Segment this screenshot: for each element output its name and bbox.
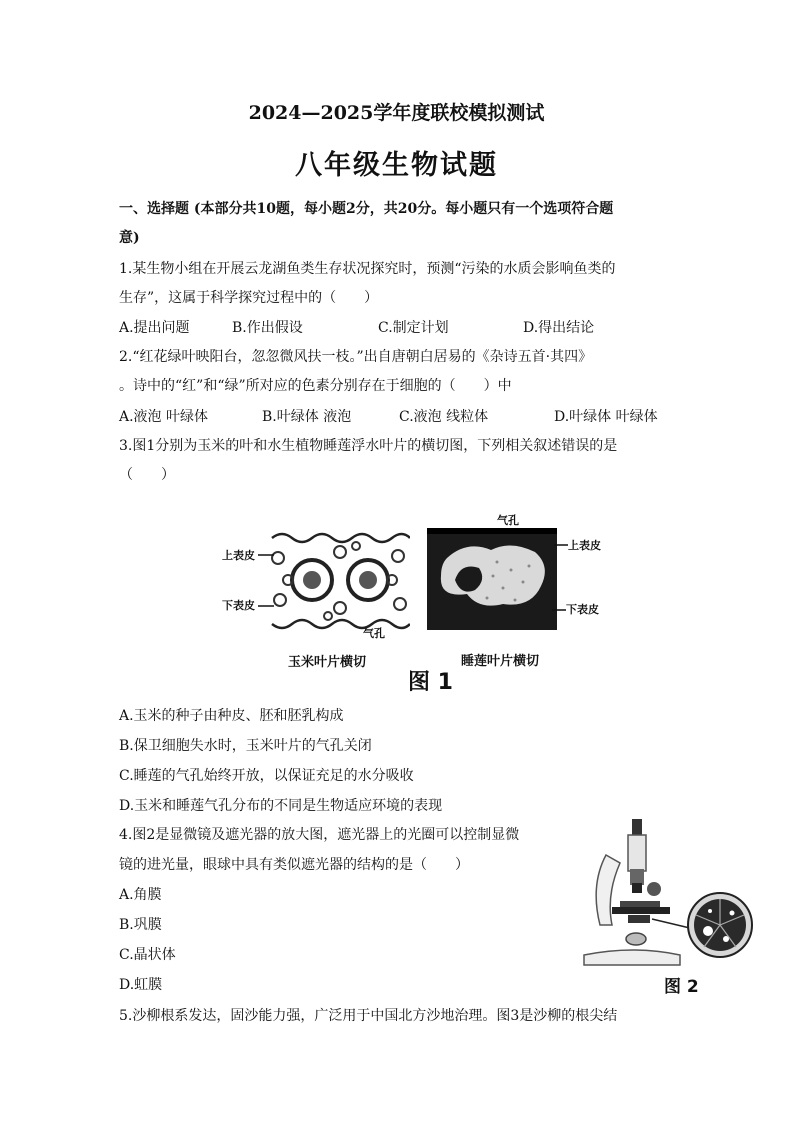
lily-pointer-lower xyxy=(552,605,566,615)
q3-option-c: C.睡莲的气孔始终开放，以保证充足的水分吸收 xyxy=(119,768,414,784)
corn-pointer-upper xyxy=(258,550,274,560)
q3-option-d: D.玉米和睡莲气孔分布的不同是生物适应环境的表现 xyxy=(119,798,443,814)
q4-option-a: A.角膜 xyxy=(119,887,162,903)
section-heading: 一、选择题 (本部分共10题，每小题2分，共20分。每小题只有一个选项符合题 xyxy=(119,201,614,217)
q4-stem-cont: 镜的进光量，眼球中具有类似遮光器的结构的是（ ） xyxy=(119,857,469,873)
corn-label-stoma: 气孔 xyxy=(363,627,385,640)
q2-option-c: C.液泡 线粒体 xyxy=(399,409,489,425)
q1-option-d: D.得出结论 xyxy=(523,320,595,336)
figure-2-number: 图 2 xyxy=(664,977,699,997)
lily-leaf-cross-section xyxy=(427,528,557,630)
microscope-illustration xyxy=(576,815,756,975)
q1-option-c: C.制定计划 xyxy=(378,320,449,336)
corn-caption: 玉米叶片横切 xyxy=(288,655,367,670)
section-heading-cont: 意) xyxy=(119,230,140,246)
q4-stem: 4.图2是显微镜及遮光器的放大图，遮光器上的光圈可以控制显微 xyxy=(119,827,520,843)
corn-label-lower-epidermis: 下表皮 xyxy=(222,599,255,612)
corn-label-upper-epidermis: 上表皮 xyxy=(222,549,255,562)
q2-stem-cont: 。诗中的“红”和“绿”所对应的色素分别存在于细胞的（ ）中 xyxy=(119,378,512,394)
q4-option-b: B.巩膜 xyxy=(119,917,162,933)
q2-option-b: B.叶绿体 液泡 xyxy=(262,409,352,425)
lily-pointer-upper xyxy=(554,540,568,550)
q4-option-c: C.晶状体 xyxy=(119,947,176,963)
q1-stem-cont: 生存”，这属于科学探究过程中的（ ） xyxy=(119,290,379,306)
q3-option-a: A.玉米的种子由种皮、胚和胚乳构成 xyxy=(119,708,344,724)
lily-label-lower-epidermis: 下表皮 xyxy=(566,603,599,616)
q2-option-a: A.液泡 叶绿体 xyxy=(119,409,209,425)
exam-subtitle: 八年级生物试题 xyxy=(295,150,498,181)
figure-1-number: 图 1 xyxy=(408,670,453,695)
corn-leaf-cross-section xyxy=(268,524,410,636)
q1-option-b: B.作出假设 xyxy=(232,320,303,336)
lily-label-upper-epidermis: 上表皮 xyxy=(568,539,601,552)
q2-option-d: D.叶绿体 叶绿体 xyxy=(554,409,658,425)
lily-caption: 睡莲叶片横切 xyxy=(461,654,540,669)
exam-title: 2024—2025学年度联校模拟测试 xyxy=(248,102,545,124)
q5-stem: 5.沙柳根系发达，固沙能力强，广泛用于中国北方沙地治理。图3是沙柳的根尖结 xyxy=(119,1008,618,1024)
q4-option-d: D.虹膜 xyxy=(119,977,163,993)
q3-stem-cont: （ ） xyxy=(119,467,175,483)
q3-option-b: B.保卫细胞失水时，玉米叶片的气孔关闭 xyxy=(119,738,372,754)
corn-pointer-lower xyxy=(258,601,274,611)
q3-stem: 3.图1分别为玉米的叶和水生植物睡莲浮水叶片的横切图，下列相关叙述错误的是 xyxy=(119,438,618,454)
lily-label-stoma: 气孔 xyxy=(497,514,519,527)
q1-stem: 1.某生物小组在开展云龙湖鱼类生存状况探究时，预测“污染的水质会影响鱼类的 xyxy=(119,261,616,277)
q2-stem: 2.“红花绿叶映阳台，忽忽微风扶一枝。”出自唐朝白居易的《杂诗五首·其四》 xyxy=(119,349,593,365)
q1-option-a: A.提出问题 xyxy=(119,320,190,336)
